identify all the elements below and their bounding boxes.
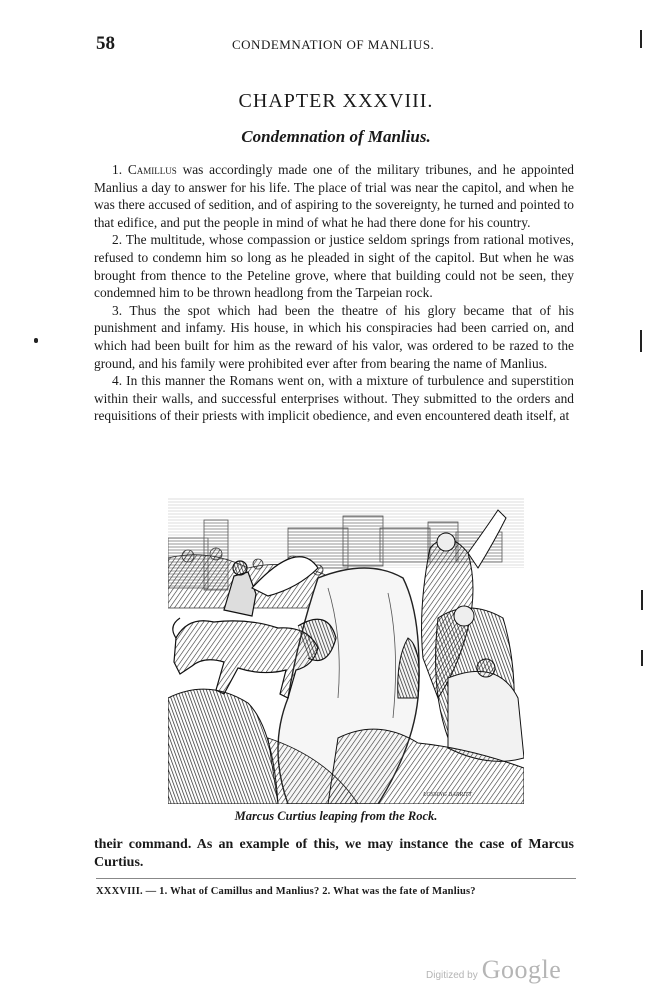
paragraph-text: Thus the spot which had been the theatre of his glory became that of his punishment and infamy. His house, in which his conspiracies had been carried on, and which had been built for him as the reward of his valor, was ordered to be razed to the ground, and his family were prohibited ever after from bearing the name of Manlius. — [94, 302, 575, 371]
paragraph-number: 3. — [112, 302, 123, 318]
paragraph-2 — [94, 231, 574, 301]
digitized-by-google-watermark — [426, 955, 561, 985]
scan-speck — [640, 30, 642, 48]
chapter-subtitle: Condemnation of Manlius. — [241, 127, 431, 146]
paragraph-number: 2. — [112, 232, 123, 248]
continuation-text: their command. As an example of this, we may instance the case of Marcus Curtius. — [94, 837, 574, 870]
body-text — [94, 161, 574, 425]
watermark-prefix: Digitized by — [426, 970, 478, 981]
footnote-rule — [96, 878, 576, 879]
scan-speck — [641, 590, 643, 610]
paragraph-text: In this manner the Romans went on, with a mixture of turbulence and superstition within their walls, and successful enterprises without. They submitted to the orders and requisitions of their priests with implicit obedience, and even encountered death itself, at — [94, 373, 574, 424]
running-head — [96, 33, 576, 55]
paragraph-number: 4. — [112, 373, 123, 389]
footnote-questions: XXXVIII. — 1. What of Camillus and Manlius? 2. What was the fate of Manlius? — [96, 886, 476, 897]
scan-speck — [640, 330, 642, 352]
scan-speck — [641, 650, 643, 666]
paragraph-4 — [94, 372, 574, 425]
chapter-title: CHAPTER XXXVIII. — [238, 90, 434, 112]
running-title: CONDEMNATION OF MANLIUS. — [232, 37, 435, 52]
paragraph-3 — [94, 302, 574, 372]
engraving-image — [168, 498, 524, 804]
engraver-signature: LOSSING BARRITT — [423, 792, 472, 798]
paragraph-text: The multitude, whose compassion or justice seldom springs from rational motives, refused to condemn him so long as he pleaded in sight of the capitol. But when he was brought from thence to the Peteline grove, where that building could not be seen, they condemned him to be thrown headlong from the Tarpeian rock. — [94, 232, 574, 301]
scan-speck — [34, 338, 38, 343]
body-continuation — [94, 836, 574, 872]
watermark-brand: Google — [481, 955, 562, 984]
paragraph-1 — [94, 161, 574, 231]
paragraph-lead: Camillus — [127, 162, 177, 177]
page-number: 58 — [96, 33, 115, 54]
paragraph-number: 1. — [112, 162, 123, 177]
paragraph-text: was accordingly made one of the military tribunes, and he appointed Manlius a day to answer for his life. The place of trial was near the capitol, and when he was there accused of sedition, and of aspiring to the sovereignty, he turned and pointed to that edifice, and put the people in mind of what he had there done for his country. — [94, 162, 574, 230]
illustration-caption: Marcus Curtius leaping from the Rock. — [234, 809, 438, 823]
engraving-marcus-curtius — [168, 498, 524, 804]
